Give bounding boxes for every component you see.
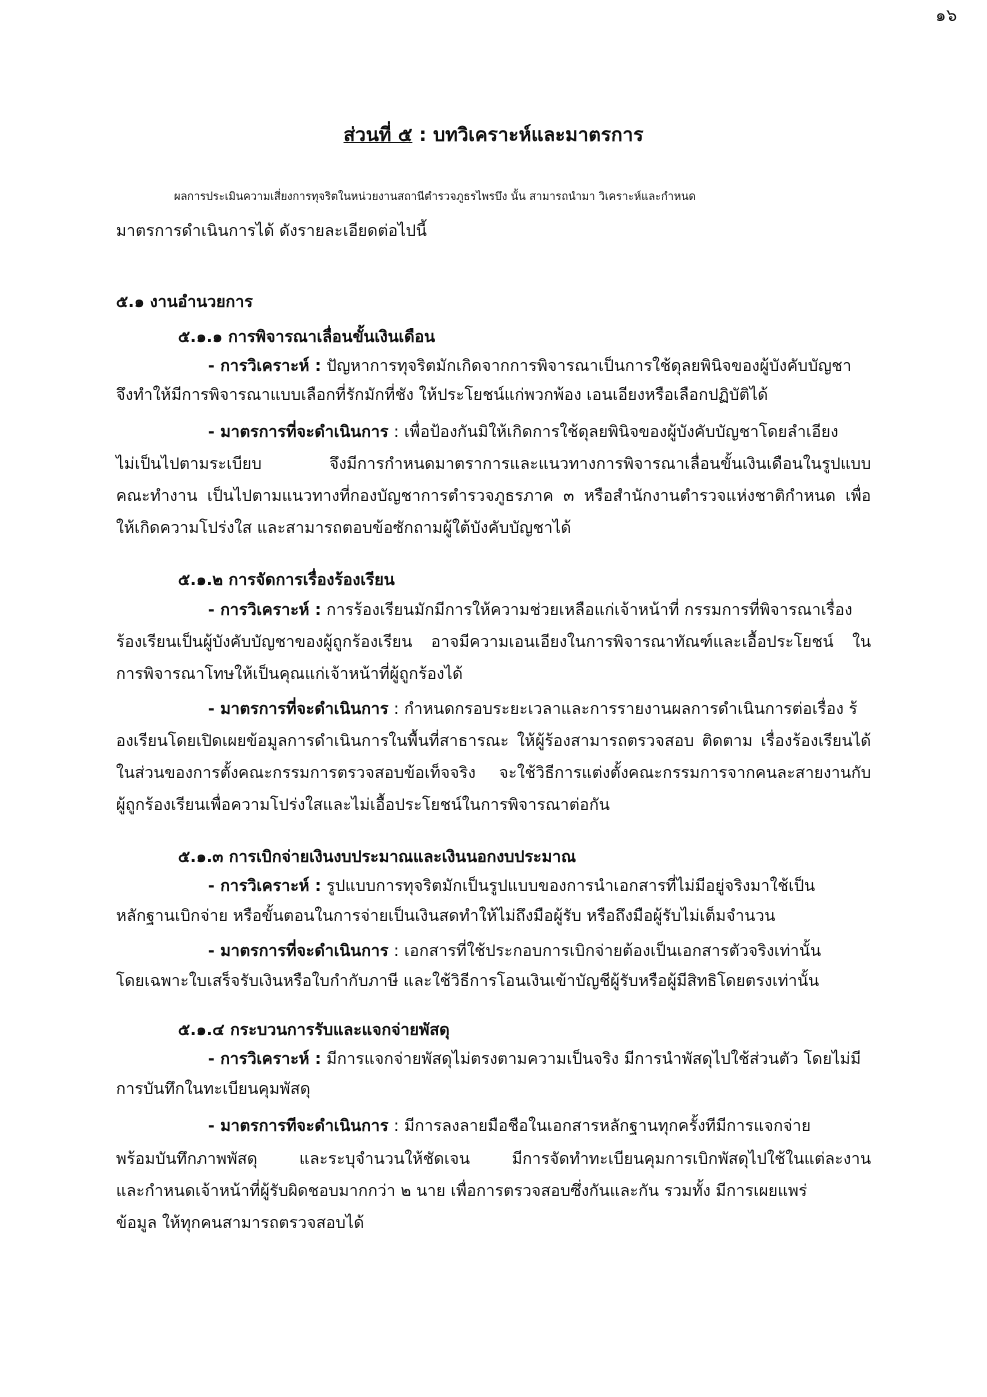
subsection-heading-511: ๕.๑.๑ การพิจารณาเลื่อนขั้นเงินเดือน: [178, 327, 436, 346]
analysis-512-line-1: [208, 596, 852, 624]
section-heading: ๕.๑ งานอำนวยการ: [116, 292, 253, 311]
measure-label: - มาตรการที่จะดำเนินการ: [208, 941, 389, 960]
measure-label: - มาตรการที่จะดำเนินการ: [208, 699, 389, 718]
analysis-511-line-1: [208, 352, 851, 380]
measure-text: : เอกสารที่ใช้ประกอบการเบิกจ่ายต้องเป็นเอกสารตัวจริงเท่านั้น: [388, 941, 822, 960]
analysis-label: - การวิเคราะห์ :: [208, 356, 322, 375]
measure-text: : เพื่อป้องกันมิให้เกิดการใช้ดุลยพินิจของผู้บังคับบัญชาโดยลำเอียง: [388, 422, 839, 441]
measure-512-line-3: ในส่วนของการตั้งคณะกรรมการตรวจสอบข้อเท็จจริง จะใช้วิธีการแต่งตั้งคณะกรรมการจากคนละสายงานกับ: [116, 763, 871, 782]
page-number: ๑๖: [935, 6, 957, 26]
measure-511-line-2: ไม่เป็นไปตามระเบียบ จึงมีการกำหนดมาตราการและแนวทางการพิจารณาเลื่อนขั้นเงินเดือนในรูปแบบ: [116, 454, 871, 473]
page-title: [0, 120, 987, 150]
analysis-text: การร้องเรียนมักมีการให้ความช่วยเหลือแก่เจ้าหน้าที่ กรรมการที่พิจารณาเรื่อง: [321, 600, 853, 619]
analysis-514-line-1: [208, 1045, 861, 1073]
analysis-text: รูปแบบการทุจริตมักเป็นรูปแบบของการนำเอกสารที่ไม่มีอยู่จริงมาใช้เป็น: [321, 876, 816, 895]
subsection-heading-514: ๕.๑.๔ กระบวนการรับและแจกจ่ายพัสดุ: [178, 1020, 450, 1039]
measure-514-line-2: พร้อมบันทึกภาพพัสดุ และระบุจำนวนให้ชัดเจน มีการจัดทำทะเบียนคุมการเบิกพัสดุไปใช้ในแต่ละงาน: [116, 1149, 871, 1168]
measure-511-line-3: คณะทำงาน เป็นไปตามแนวทางที่กองบัญชาการตำรวจภูธรภาค ๓ หรือสำนักงานตำรวจแห่งชาติกำหนด เพื่อ: [116, 486, 871, 505]
analysis-text: ปัญหาการทุจริตมักเกิดจากการพิจารณาเป็นการใช้ดุลยพินิจของผู้บังคับบัญชา: [321, 356, 852, 375]
subsection-heading-512: ๕.๑.๒ การจัดการเรื่องร้องเรียน: [178, 570, 395, 589]
measure-513-line-1: [208, 937, 821, 965]
intro-line-2: มาตรการดำเนินการได้ ดังรายละเอียดต่อไปนี้: [116, 221, 427, 240]
title-part-text: : บทวิเคราะห์และมาตรการ: [412, 124, 644, 146]
title-part-number: ส่วนที่ ๕: [343, 124, 413, 146]
measure-511-line-1: [208, 418, 838, 446]
measure-text: : กำหนดกรอบระยะเวลาและการรายงานผลการดำเนินการต่อเรื่อง ร้: [388, 699, 858, 718]
measure-text: : มีการลงลายมือชือในเอกสารหลักฐานทุกครั้งทีมีการแจกจ่าย: [388, 1116, 811, 1135]
analysis-text: มีการแจกจ่ายพัสดุไม่ตรงตามความเป็นจริง มีการนำพัสดุไปใช้ส่วนตัว โดยไม่มี: [321, 1049, 861, 1068]
subsection-heading-513: ๕.๑.๓ การเบิกจ่ายเงินงบประมาณและเงินนอกงบประมาณ: [178, 847, 576, 866]
measure-512-line-1: [208, 695, 857, 723]
measure-512-line-4: ผู้ถูกร้องเรียนเพื่อความโปร่งใสและไม่เอื้อประโยชน์ในการพิจารณาต่อกัน: [116, 795, 610, 814]
measure-512-line-2: องเรียนโดยเปิดเผยข้อมูลการดำเนินการในพื้นที่สาธารณะ ให้ผู้ร้องสามารถตรวจสอบ ติดตาม เรื่องร้องเรียนได้: [116, 731, 871, 750]
analysis-label: - การวิเคราะห์ :: [208, 876, 322, 895]
analysis-512-line-2: ร้องเรียนเป็นผู้บังคับบัญชาของผู้ถูกร้องเรียน อาจมีความเอนเอียงในการพิจารณาทัณฑ์และเอื้อประโยชน์ ใน: [116, 632, 871, 651]
intro-line-1: ผลการประเมินความเสี่ยงการทุจริตในหน่วยงานสถานีตำรวจภูธรไพรบึง นั้น สามารถนำมา วิเคราะห์และกำหนด: [174, 190, 696, 203]
measure-label: - มาตรการทีจะดำเนินการ: [208, 1116, 389, 1135]
measure-514-line-1: [208, 1112, 811, 1140]
analysis-512-line-3: การพิจารณาโทษให้เป็นคุณแก่เจ้าหน้าที่ผู้ถูกร้องได้: [116, 664, 463, 683]
measure-514-line-3: และกำหนดเจ้าหน้าที่ผู้รับผิดชอบมากกว่า ๒ นาย เพื่อการตรวจสอบซึ่งกันและกัน รวมทั้ง มีการเผยแพร่: [116, 1181, 808, 1200]
analysis-label: - การวิเคราะห์ :: [208, 600, 322, 619]
measure-511-line-4: ให้เกิดความโปร่งใส และสามารถตอบข้อซักถามผู้ใต้บังคับบัญชาได้: [116, 518, 572, 537]
analysis-511-line-2: จึงทำให้มีการพิจารณาแบบเลือกที่รักมักที่ชัง ให้ประโยชน์แก่พวกพ้อง เอนเอียงหรือเลือกปฏิบัติได้: [116, 385, 769, 404]
analysis-513-line-2: หลักฐานเบิกจ่าย หรือขั้นตอนในการจ่ายเป็นเงินสดทำให้ไม่ถึงมือผู้รับ หรือถึงมือผู้รับไม่เต็มจำนวน: [116, 906, 776, 925]
measure-514-line-4: ข้อมูล ให้ทุกคนสามารถตรวจสอบได้: [116, 1213, 365, 1232]
analysis-514-line-2: การบันทึกในทะเบียนคุมพัสดุ: [116, 1079, 311, 1098]
analysis-513-line-1: [208, 872, 815, 900]
measure-513-line-2: โดยเฉพาะใบเสร็จรับเงินหรือใบกำกับภาษี และใช้วิธีการโอนเงินเข้าบัญชีผู้รับหรือผู้มีสิทธิโดยตรงเท่านั้น: [116, 971, 820, 990]
measure-label: - มาตรการที่จะดำเนินการ: [208, 422, 389, 441]
analysis-label: - การวิเคราะห์ :: [208, 1049, 322, 1068]
